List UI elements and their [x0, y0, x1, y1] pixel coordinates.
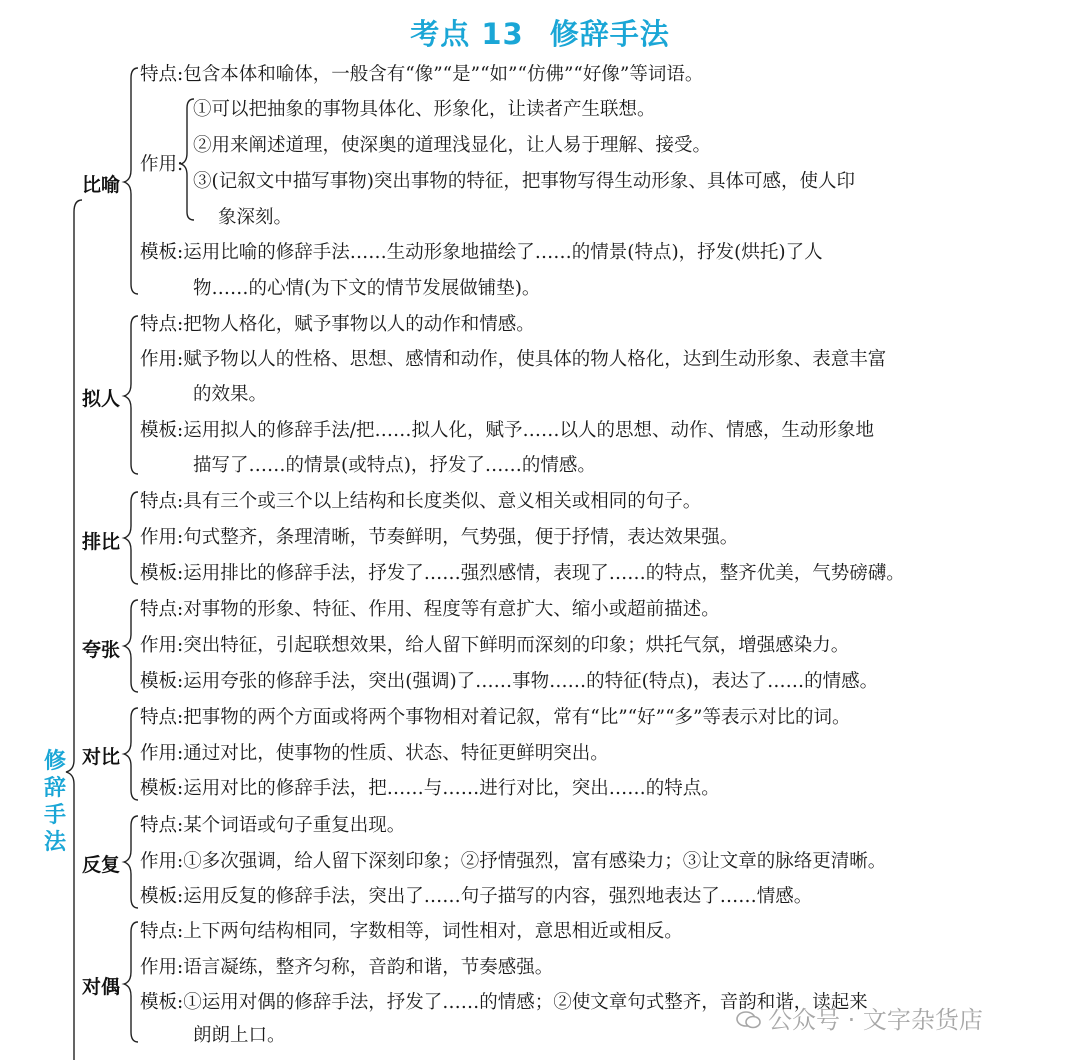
category-kuazhang: 夸张: [82, 639, 121, 661]
root-label: [40, 748, 70, 856]
kuazhang-function-text: 突出特征，引起联想效果，给人留下鲜明而深刻的印象；烘托气氛，增强感染力。: [183, 635, 850, 656]
niren-function-line: 的效果。: [193, 384, 268, 405]
fanfu-feature-text: 某个词语或句子重复出现。: [183, 815, 406, 836]
biyu-template-line: 运用比喻的修辞手法……生动形象地描绘了……的情景(特点)，抒发(烘托)了人: [183, 242, 823, 263]
duiou-template-line: ①运用对偶的修辞手法，抒发了……的情感；②使文章句式整齐，音韵和谐，读起来: [183, 992, 868, 1013]
label-template: 模板:: [140, 671, 184, 692]
brace-paibi: [124, 492, 138, 584]
niren-template-line: 描写了……的情景(或特点)，抒发了……的情感。: [193, 455, 596, 476]
brace-kuazhang: [124, 600, 138, 692]
fanfu-template-text: 运用反复的修辞手法，突出了……句子描写的内容，强烈地表达了……情感。: [183, 886, 813, 907]
biyu-feature-text: 包含本体和喻体，一般含有“像”“是”“如”“仿佛”“好像”等词语。: [183, 64, 704, 85]
biyu-function-item: 象深刻。: [218, 207, 293, 228]
title-topic: 修辞手法: [549, 17, 670, 51]
niren-template: [140, 419, 874, 443]
duibi-template-text: 运用对比的修辞手法，把……与……进行对比，突出……的特点。: [183, 778, 720, 799]
label-function: 作用:: [140, 349, 184, 370]
duibi-function-text: 通过对比，使事物的性质、状态、特征更鲜明突出。: [183, 743, 609, 764]
duiou-feature-text: 上下两句结构相同，字数相等，词性相对，意思相近或相反。: [183, 921, 683, 942]
kuazhang-feature: [140, 598, 720, 622]
niren-function: [140, 348, 886, 372]
category-paibi: 排比: [82, 531, 121, 553]
wechat-icon: [736, 1010, 762, 1030]
duiou-function-text: 语言凝练，整齐匀称，音韵和谐，节奏感强。: [183, 957, 554, 978]
paibi-function: [140, 526, 738, 550]
biyu-function-item: ②用来阐述道理，使深奥的道理浅显化，让人易于理解、接受。: [193, 135, 712, 156]
brace-niren: [124, 316, 138, 474]
category-duibi: 对比: [82, 746, 121, 768]
kuazhang-template: [140, 670, 878, 694]
label-template: 模板:: [140, 778, 184, 799]
duiou-feature: [140, 920, 683, 944]
label-feature: 特点:: [140, 314, 184, 335]
biyu-function-item: ③(记叙文中描写事物)突出事物的特征，把事物写得生动形象、具体可感，使人印: [193, 171, 855, 192]
label-feature: 特点:: [140, 707, 184, 728]
brace-duiou: [124, 922, 138, 1042]
paibi-function-text: 句式整齐，条理清晰，节奏鲜明，气势强，便于抒情，表达效果强。: [183, 527, 739, 548]
biyu-template: [140, 241, 823, 265]
paibi-template-text: 运用排比的修辞手法，抒发了……强烈感情，表现了……的特点，整齐优美，气势磅礴。: [183, 563, 905, 584]
label-function: 作用:: [140, 527, 184, 548]
label-function: 作用:: [140, 743, 184, 764]
label-function: 作用:: [140, 635, 184, 656]
label-feature: 特点:: [140, 64, 184, 85]
watermark: [736, 1000, 983, 1035]
niren-feature: [140, 313, 535, 337]
watermark-text: 公众号 · 文字杂货店: [768, 1006, 983, 1034]
category-biyu: 比喻: [82, 174, 121, 196]
biyu-template-line: 物……的心情(为下文的情节发展做铺垫)。: [193, 278, 541, 299]
root-label-char: 手: [43, 803, 66, 828]
fanfu-function-text: ①多次强调，给人留下深刻印象；②抒情强烈，富有感染力；③让文章的脉络更清晰。: [183, 851, 887, 872]
fanfu-feature: [140, 814, 405, 838]
brace-biyu: [124, 68, 138, 294]
duibi-function: [140, 742, 609, 766]
label-feature: 特点:: [140, 491, 184, 512]
duibi-template: [140, 777, 720, 801]
label-feature: 特点:: [140, 815, 184, 836]
brace-fanfu: [124, 816, 138, 908]
label-function: 作用:: [140, 851, 184, 872]
duibi-feature-text: 把事物的两个方面或将两个事物相对着记叙，常有“比”“好”“多”等表示对比的词。: [183, 707, 851, 728]
label-function: 作用:: [140, 957, 184, 978]
kuazhang-feature-text: 对事物的形象、特征、作用、程度等有意扩大、缩小或超前描述。: [183, 599, 720, 620]
label-template: 模板:: [140, 420, 184, 441]
paibi-feature: [140, 490, 701, 514]
root-label-char: 修: [43, 749, 66, 774]
biyu-function-item: ①可以把抽象的事物具体化、形象化，让读者产生联想。: [193, 99, 656, 120]
brace-duibi: [124, 708, 138, 800]
label-template: 模板:: [140, 563, 184, 584]
label-template: 模板:: [140, 992, 184, 1013]
duiou-function: [140, 956, 553, 980]
label-template: 模板:: [140, 886, 184, 907]
fanfu-function: [140, 850, 886, 874]
category-niren: 拟人: [82, 388, 121, 410]
duibi-feature: [140, 706, 850, 730]
duiou-template-line: 朗朗上口。: [193, 1025, 286, 1046]
fanfu-template: [140, 885, 812, 909]
label-feature: 特点:: [140, 599, 184, 620]
label-template: 模板:: [140, 242, 184, 263]
label-feature: 特点:: [140, 921, 184, 942]
title-number: 考点 13: [410, 17, 524, 51]
paibi-template: [140, 562, 905, 586]
kuazhang-template-text: 运用夸张的修辞手法，突出(强调)了……事物……的特征(特点)，表达了……的情感。: [183, 671, 879, 692]
niren-feature-text: 把物人格化，赋予事物以人的动作和情感。: [183, 314, 535, 335]
root-label-char: 辞: [43, 776, 66, 801]
biyu-function-label: 作用:: [140, 154, 184, 175]
paibi-feature-text: 具有三个或三个以上结构和长度类似、意义相关或相同的句子。: [183, 491, 702, 512]
root-label-char: 法: [43, 830, 66, 855]
kuazhang-function: [140, 634, 849, 658]
root-brace: [66, 200, 82, 1060]
category-fanfu: 反复: [82, 854, 121, 876]
category-duiou: 对偶: [82, 976, 121, 998]
biyu-feature: [140, 63, 703, 87]
niren-function-line: 赋予物以人的性格、思想、感情和动作，使具体的物人格化，达到生动形象、表意丰富: [183, 349, 887, 370]
niren-template-line: 运用拟人的修辞手法/把……拟人化，赋予……以人的思想、动作、情感，生动形象地: [183, 420, 874, 441]
